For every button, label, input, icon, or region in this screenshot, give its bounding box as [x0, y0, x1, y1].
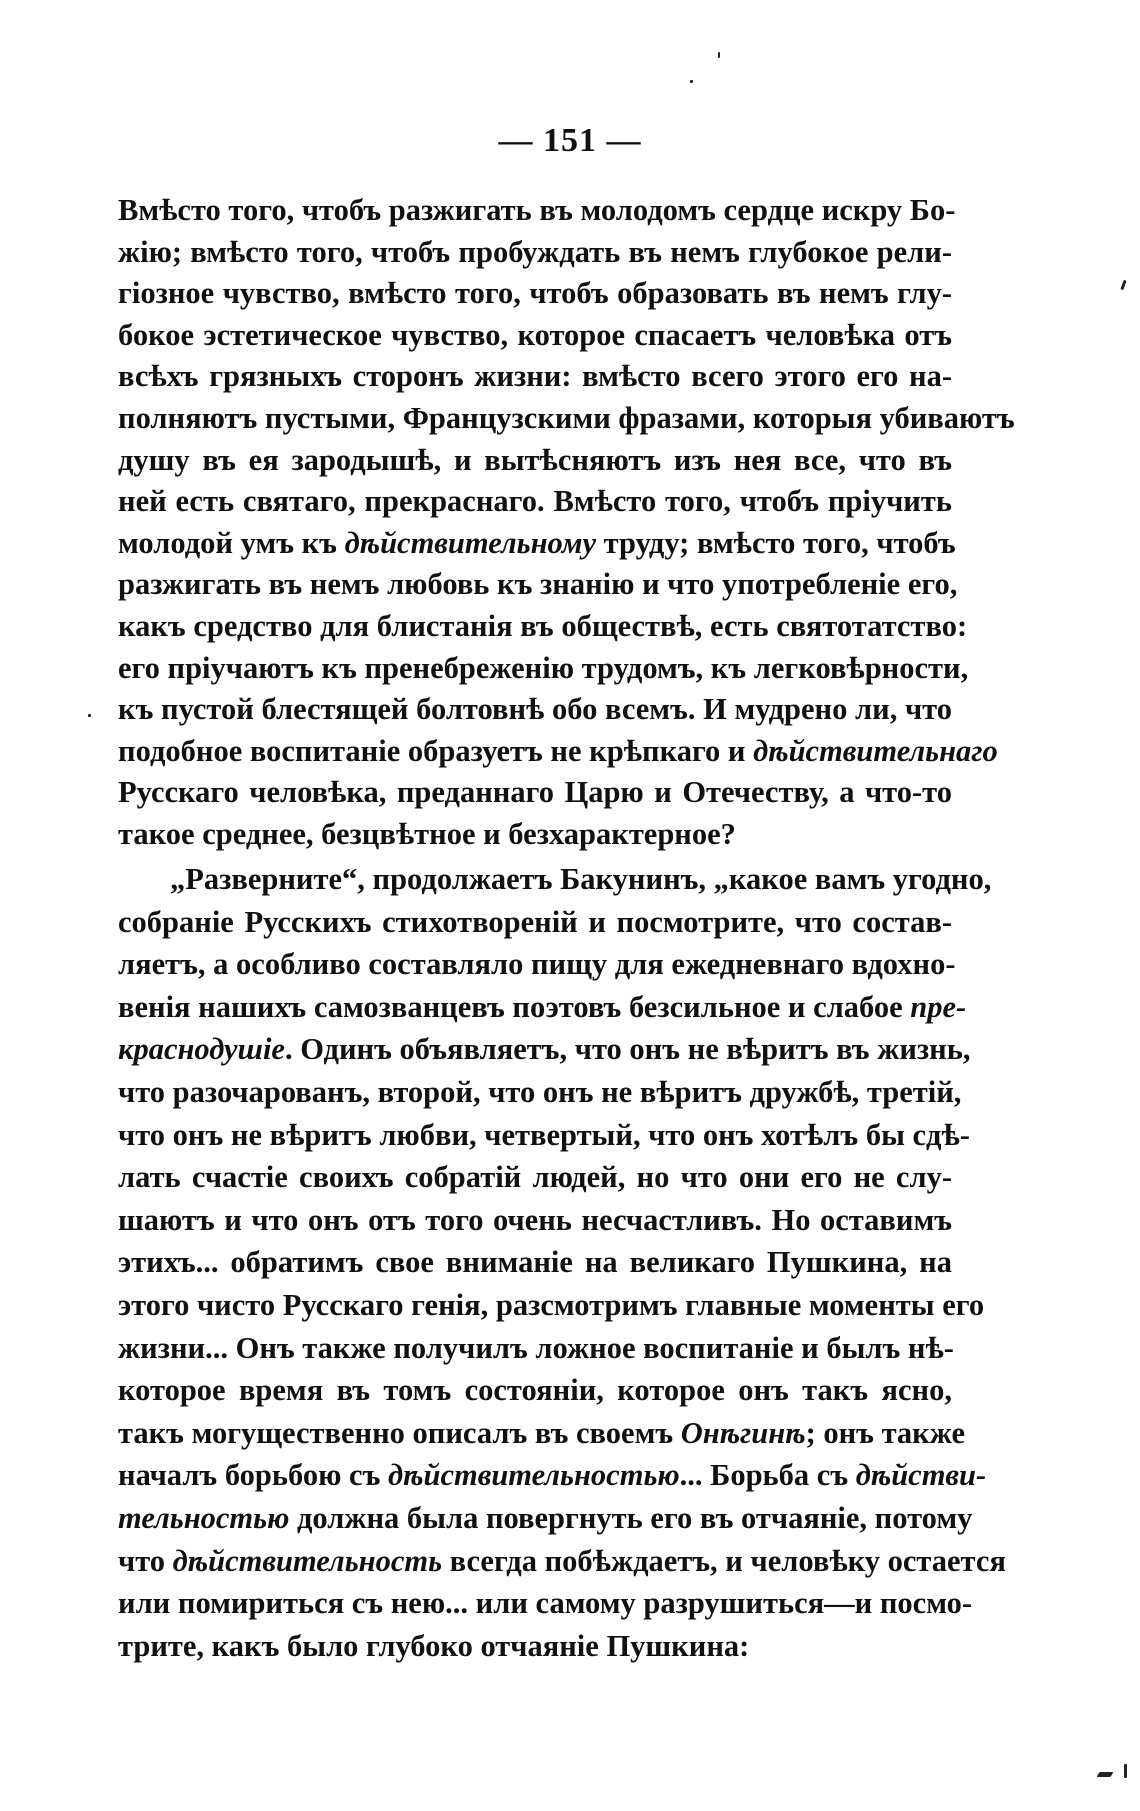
italic-emphasis: тельностью [118, 1500, 290, 1535]
paragraph-1 [118, 190, 1015, 856]
text-run: венія нашихъ самозванцевъ поэтовъ безсильное и слабое [118, 989, 911, 1024]
text-run: . Одинъ объявляетъ, что онъ не вѣритъ въ жизнь, [284, 1032, 971, 1067]
text-line: шаютъ и что онъ отъ того очень несчастливъ. Но оставимъ [118, 1202, 952, 1237]
scan-speck [88, 714, 91, 717]
scan-speck [718, 52, 720, 58]
paragraph-2 [118, 858, 1006, 1667]
text-line [118, 523, 956, 565]
text-line: что онъ не вѣритъ любви, четвертый, что онъ хотѣлъ бы сдѣ- [118, 1117, 970, 1152]
text-run: что [118, 1543, 173, 1578]
text-run: подобное воспитаніе образуетъ не крѣпкаго и [118, 733, 754, 768]
text-line: жію; вмѣсто того, чтобъ пробуждать въ немъ глубокое рели- [118, 234, 952, 269]
italic-emphasis: дѣйстви- [855, 1458, 987, 1493]
text-line: „Разверните“, продолжаетъ Бакунинъ, „какое вамъ угодно, [170, 862, 992, 896]
text-run: ... Борьба съ [679, 1458, 856, 1493]
text-line: къ пустой блестящей болтовнѣ обо всемъ. И мудрено ли, что [118, 692, 952, 727]
text-line [118, 1028, 971, 1071]
text-run: молодой умъ къ [118, 525, 345, 560]
italic-emphasis: дѣйствительность [172, 1543, 443, 1578]
scan-speck [690, 80, 693, 83]
text-line: Русскаго человѣка, преданнаго Царю и Отечеству, а что-то [118, 775, 952, 810]
text-line: бокое эстетическое чувство, которое спасаетъ человѣка отъ [118, 317, 952, 352]
text-line [118, 1540, 1006, 1583]
italic-emphasis: Онѣгинѣ [680, 1415, 806, 1450]
scan-speck [1124, 1764, 1127, 1778]
text-line: собраніе Русскихъ стихотвореній и посмотрите, что состав- [118, 904, 952, 939]
text-line: разжигать въ немъ любовь къ знанію и что употребленіе его, [118, 567, 958, 602]
text-line [118, 731, 998, 773]
text-line: что разочарованъ, второй, что онъ не вѣритъ дружбѣ, третій, [118, 1074, 962, 1109]
text-run: всегда побѣждаетъ, и человѣку остается [442, 1543, 1006, 1578]
text-line [118, 1497, 973, 1540]
text-run: труду; вмѣсто того, чтобъ [596, 525, 956, 560]
text-line: ляетъ, а особливо составляло пищу для ежедневнаго вдохно- [118, 947, 956, 982]
text-line: жизни... Онъ также получилъ ложное воспитаніе и былъ нѣ- [118, 1330, 954, 1365]
text-line [118, 986, 967, 1029]
text-line: этихъ... обратимъ свое вниманіе на великаго Пушкина, на [118, 1245, 952, 1280]
text-line: или помириться съ нею... или самому разрушиться—и посмо- [118, 1586, 972, 1621]
text-run: должна была повергнуть его въ отчаяніе, потому [289, 1500, 973, 1535]
page-number: — 151 — [498, 122, 642, 159]
text-run: такъ могущественно описалъ въ своемъ [118, 1415, 681, 1450]
text-line: лать счастіе своихъ собратій людей, но что они его не слу- [118, 1160, 952, 1195]
scan-speck [1120, 280, 1126, 290]
text-run: началъ борьбою съ [118, 1458, 389, 1493]
text-line [118, 1454, 987, 1497]
italic-emphasis: дѣйствительностью [388, 1458, 680, 1493]
text-line: гіозное чувство, вмѣсто того, чтобъ образовать въ немъ глу- [118, 276, 952, 311]
text-run: ; онъ также [805, 1415, 966, 1450]
italic-emphasis: пре- [910, 989, 967, 1024]
italic-emphasis: краснодушіе [118, 1032, 285, 1067]
text-line: душу въ ея зародышѣ, и вытѣсняютъ изъ нея все, что въ [118, 442, 952, 477]
text-line: какъ средство для блистанія въ обществѣ, есть святотатство: [118, 608, 968, 643]
text-line: ней есть святаго, прекраснаго. Вмѣсто того, чтобъ пріучить [118, 484, 952, 519]
italic-emphasis: дѣйствительному [344, 525, 597, 560]
text-line: Вмѣсто того, чтобъ разжигать въ молодомъ сердце искру Бо- [118, 193, 956, 227]
text-line: полняютъ пустыми, Французскими фразами, которыя убиваютъ [118, 400, 1015, 435]
text-line: этого чисто Русскаго генія, разсмотримъ главные моменты его [118, 1287, 985, 1322]
text-line: такое среднее, безцвѣтное и безхарактерное? [118, 816, 736, 851]
text-line: трите, какъ было глубоко отчаяніе Пушкина: [118, 1628, 750, 1663]
scan-speck [1097, 1772, 1114, 1777]
italic-emphasis: дѣйствительнаго [753, 733, 998, 768]
text-line: которое время въ томъ состояніи, которое онъ такъ ясно, [118, 1373, 952, 1408]
text-line: всѣхъ грязныхъ сторонъ жизни: вмѣсто всего этого его на- [118, 359, 952, 394]
text-line [118, 1412, 966, 1455]
text-line: его пріучаютъ къ пренебреженію трудомъ, къ легковѣрности, [118, 650, 969, 685]
